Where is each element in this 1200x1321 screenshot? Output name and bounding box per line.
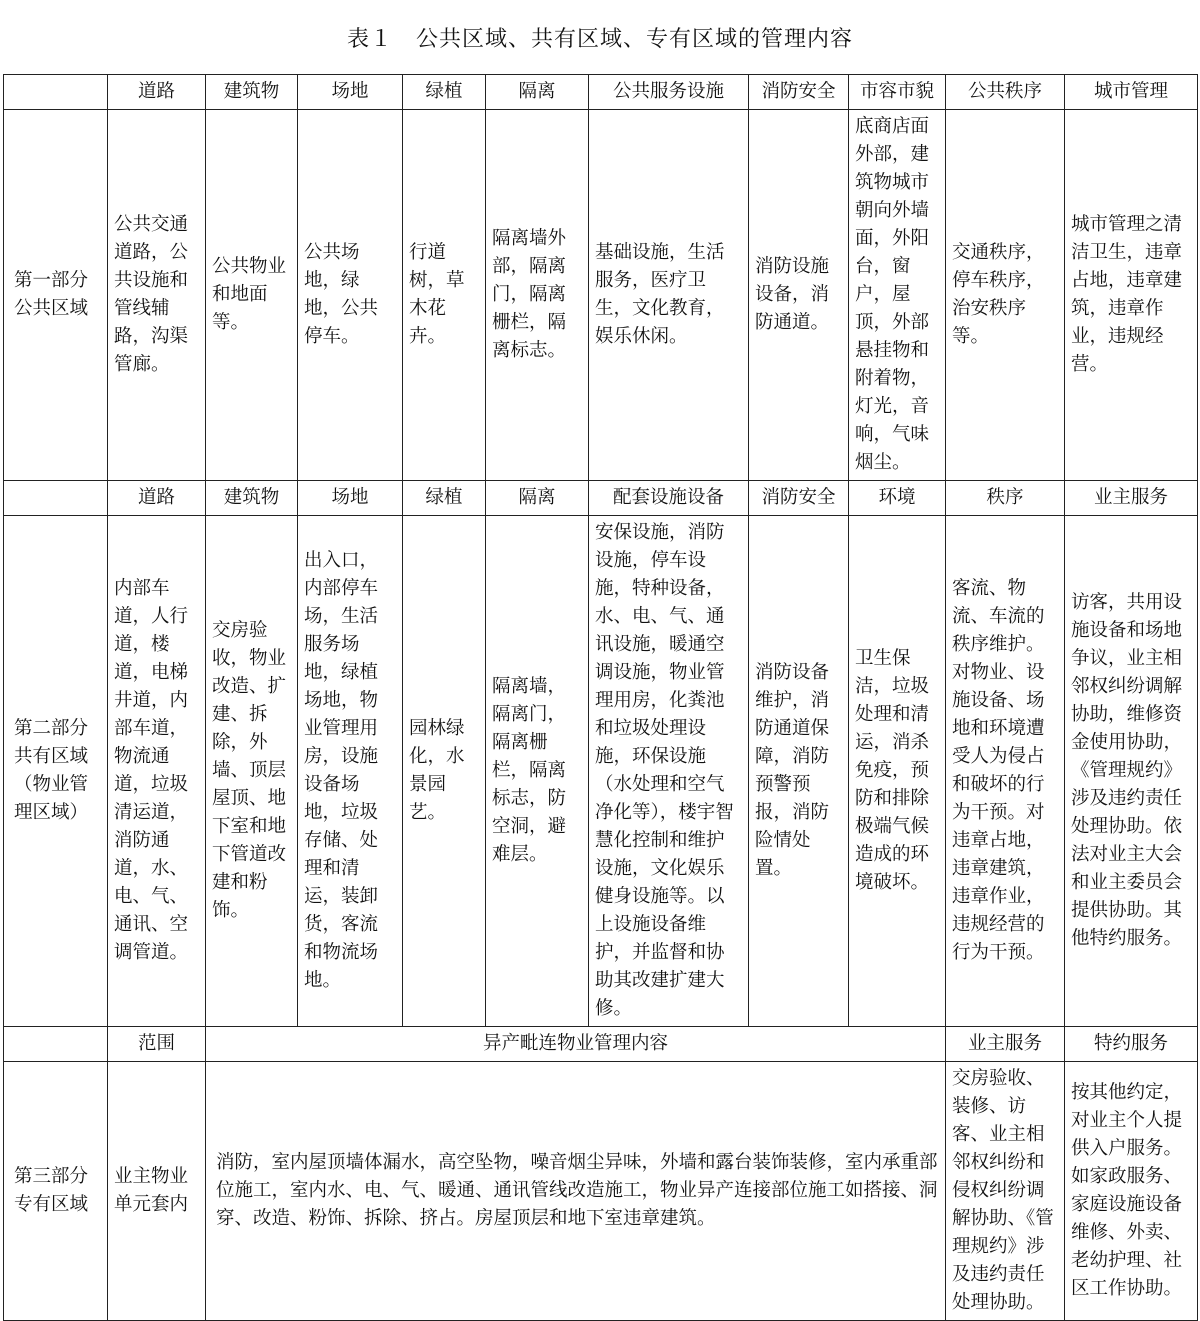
section2-cell: 内部车道，人行道，楼道，电梯井道，内部车道，物流通道，垃圾清运道，消防通道，水、电、气、通讯、空调管道。: [108, 516, 206, 1027]
section3-owner-service: 交房验收、装修、访客、业主相邻权纠纷和侵权纠纷调解协助、《管理规约》涉及违约责任处理协助。: [946, 1062, 1065, 1321]
section3-special-service: 按其他约定，对业主个人提供入户服务。如家政服务、家庭设施设备维修、外卖、老幼护理、社区工作协助。: [1065, 1062, 1198, 1321]
section2-cell: 客流、物流、车流的秩序维护。对物业、设施设备、场地和环境遭受人为侵占和破坏的行为干预。对违章占地，违章建筑，违章作业，违规经营的行为干预。: [946, 516, 1065, 1027]
section1-cell: 基础设施，生活服务，医疗卫生，文化教育，娱乐休闲。: [589, 110, 749, 481]
section1-header: 城市管理: [1065, 75, 1198, 110]
section2-header: 配套设施设备: [589, 481, 749, 516]
section2-cell: 消防设备维护，消防通道保障，消防预警预报，消防险情处置。: [749, 516, 849, 1027]
section2-label: 第二部分 共有区域 （物业管 理区域）: [4, 516, 108, 1027]
section2-header: 隔离: [486, 481, 589, 516]
corner-cell: [4, 481, 108, 516]
section1-body-row: [4, 110, 1198, 481]
section1-cell: 城市管理之清洁卫生，违章占地，违章建筑，违章作业，违规经营。: [1065, 110, 1198, 481]
section2-cell: 卫生保洁，垃圾处理和清运，消杀免疫，预防和排除极端气候造成的环境破坏。: [849, 516, 946, 1027]
section2-header: 秩序: [946, 481, 1065, 516]
section2-cell: 交房验收，物业改造、扩建、拆除，外墙、顶层屋顶、地下室和地下管道改建和粉饰。: [206, 516, 298, 1027]
section1-header: 公共秩序: [946, 75, 1065, 110]
section1-cell: 底商店面外部，建筑物城市朝向外墙面，外阳台，窗户，屋顶，外部悬挂物和附着物，灯光，音响，气味烟尘。: [849, 110, 946, 481]
section2-header: 业主服务: [1065, 481, 1198, 516]
section1-cell: 公共交通道路，公共设施和管线辅路，沟渠管廊。: [108, 110, 206, 481]
section3-label: 第三部分 专有区域: [4, 1062, 108, 1321]
section1-cell: 公共场地，绿地，公共停车。: [298, 110, 403, 481]
section2-header: 消防安全: [749, 481, 849, 516]
section1-header: 绿植: [403, 75, 486, 110]
section1-header-row: [4, 75, 1198, 110]
section2-cell: 访客，共用设施设备和场地争议，业主相邻权纠纷调解协助，维修资金使用协助，《管理规约》涉及违约责任处理协助。依法对业主大会和业主委员会提供协助。其他特约服务。: [1065, 516, 1198, 1027]
section2-header: 环境: [849, 481, 946, 516]
section1-cell: 隔离墙外部，隔离门，隔离栅栏，隔离标志。: [486, 110, 589, 481]
section3-header: 异产毗连物业管理内容: [206, 1027, 946, 1062]
section2-cell: 园林绿化，水景园艺。: [403, 516, 486, 1027]
section1-header: 场地: [298, 75, 403, 110]
section2-header: 道路: [108, 481, 206, 516]
section1-cell: 交通秩序，停车秩序，治安秩序等。: [946, 110, 1065, 481]
management-table: [3, 74, 1198, 1321]
section2-cell: 安保设施，消防设施，停车设施，特种设备，水、电、气、通讯设施，暖通空调设施，物业管理用房，化粪池和垃圾处理设施，环保设施（水处理和空气净化等），楼宇智慧化控制和维护设施，文化娱乐健身设施等。以上设施设备维护，并监督和协助其改建扩建大修。: [589, 516, 749, 1027]
section2-header: 场地: [298, 481, 403, 516]
section1-header: 消防安全: [749, 75, 849, 110]
section2-header: 建筑物: [206, 481, 298, 516]
section3-header: 范围: [108, 1027, 206, 1062]
section1-label: 第一部分 公共区域: [4, 110, 108, 481]
section1-header: 公共服务设施: [589, 75, 749, 110]
section3-header-row: [4, 1027, 1198, 1062]
section1-header: 市容市貌: [849, 75, 946, 110]
corner-cell: [4, 75, 108, 110]
corner-cell: [4, 1027, 108, 1062]
section3-header: 业主服务: [946, 1027, 1065, 1062]
section2-cell: 出入口，内部停车场，生活服务场地，绿植场地，物业管理用房，设施设备场地，垃圾存储、处理和清运，装卸货，客流和物流场地。: [298, 516, 403, 1027]
section2-header: 绿植: [403, 481, 486, 516]
section3-body-row: [4, 1062, 1198, 1321]
section1-cell: 公共物业和地面等。: [206, 110, 298, 481]
section2-cell: 隔离墙，隔离门，隔离栅栏，隔离标志，防空洞，避难层。: [486, 516, 589, 1027]
section3-scope: 业主物业单元套内: [108, 1062, 206, 1321]
section2-header-row: [4, 481, 1198, 516]
section1-header: 隔离: [486, 75, 589, 110]
section1-header: 道路: [108, 75, 206, 110]
section3-header: 特约服务: [1065, 1027, 1198, 1062]
table-title: 表１ 公共区域、共有区域、专有区域的管理内容: [346, 27, 853, 52]
section1-cell: 消防设施设备，消防通道。: [749, 110, 849, 481]
section1-header: 建筑物: [206, 75, 298, 110]
section2-body-row: [4, 516, 1198, 1027]
section3-content: 消防，室内屋顶墙体漏水，高空坠物，噪音烟尘异味，外墙和露台装饰装修，室内承重部位施工，室内水、电、气、暖通、通讯管线改造施工，物业异产连接部位施工如搭接、洞穿、改造、粉饰、拆除、挤占。房屋顶层和地下室违章建筑。: [206, 1062, 946, 1321]
section1-cell: 行道树，草木花卉。: [403, 110, 486, 481]
